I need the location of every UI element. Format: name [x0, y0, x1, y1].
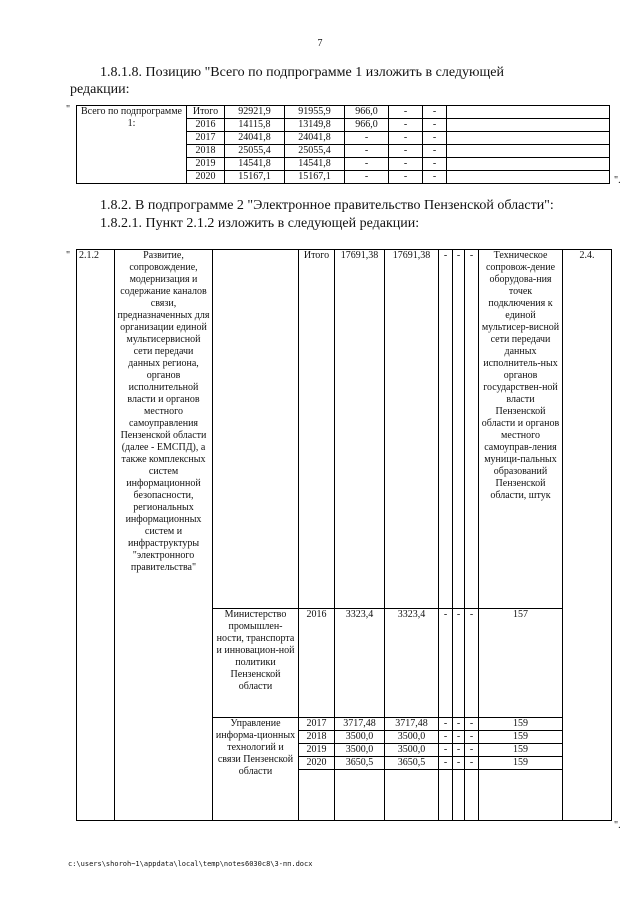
- footer-file-path: c:\users\shoroh~1\appdata\local\temp\notes6030c8\3-пп.docx: [68, 860, 313, 868]
- table-cell: 91955,9: [285, 106, 345, 119]
- table-cell: 14115,8: [225, 119, 285, 132]
- table-cell: 3500,0: [335, 731, 385, 744]
- subprogram-1-total-table: [76, 105, 610, 184]
- table-cell: -: [465, 609, 479, 718]
- table-cell: 2018: [187, 145, 225, 158]
- table-cell: 2020: [299, 757, 335, 770]
- table-cell: -: [345, 145, 389, 158]
- table-cell: 3650,5: [335, 757, 385, 770]
- table-cell: [447, 106, 610, 119]
- table-cell: Итого: [187, 106, 225, 119]
- table-cell: 2019: [187, 158, 225, 171]
- paragraph-1-8-1-8: [70, 64, 597, 98]
- table-cell: -: [439, 731, 453, 744]
- table-cell: [447, 145, 610, 158]
- table-cell: 25055,4: [225, 145, 285, 158]
- table-cell: -: [453, 744, 465, 757]
- table-row: [77, 106, 610, 119]
- table-cell: 25055,4: [285, 145, 345, 158]
- table-cell: 14541,8: [225, 158, 285, 171]
- table-cell: -: [345, 158, 389, 171]
- item-2-1-2-table: [76, 249, 612, 821]
- table-cell: -: [453, 609, 465, 718]
- table-cell: Управление информа-ционных технологий и связи Пензенской области: [213, 718, 299, 821]
- table-cell: [385, 770, 439, 821]
- table-cell: 24041,8: [225, 132, 285, 145]
- table-cell: 2017: [187, 132, 225, 145]
- table-cell: -: [439, 757, 453, 770]
- table-cell: 14541,8: [285, 158, 345, 171]
- quote-close-2: ".: [614, 820, 621, 831]
- table-cell: 17691,38: [335, 250, 385, 609]
- table-cell: 3650,5: [385, 757, 439, 770]
- table-cell: -: [389, 145, 423, 158]
- table-cell: -: [389, 171, 423, 184]
- paragraph-line: редакции:: [70, 82, 130, 97]
- table-cell: 966,0: [345, 106, 389, 119]
- paragraph-line: 1.8.1.8. Позицию "Всего по подпрограмме 1 изложить в следующей: [100, 65, 504, 80]
- quote-close: ".: [614, 175, 621, 186]
- quote-open: ": [66, 104, 71, 115]
- table-cell: -: [423, 132, 447, 145]
- table-cell: 3500,0: [385, 731, 439, 744]
- table-cell: 3323,4: [385, 609, 439, 718]
- table-cell: [335, 770, 385, 821]
- paragraph-1-8-2: 1.8.2. В подпрограмме 2 "Электронное правительство Пензенской области":: [100, 198, 554, 213]
- table-cell: -: [423, 145, 447, 158]
- table-cell: -: [389, 106, 423, 119]
- table-cell: -: [423, 106, 447, 119]
- table-cell: Министерство промышлен-ности, транспорта и инновацион-ной политики Пензенской области: [213, 609, 299, 718]
- table-cell: -: [345, 171, 389, 184]
- table-cell: -: [453, 731, 465, 744]
- table-cell: -: [465, 744, 479, 757]
- table-cell: 15167,1: [225, 171, 285, 184]
- table-cell: [213, 250, 299, 609]
- table-cell: [447, 132, 610, 145]
- table-cell: [453, 770, 465, 821]
- table-cell: Техническое сопровож-дение оборудова-ния точек подключения к единой мультисер-висной сети передачи данных исполнитель-ных органов государствен-ной власти Пензенской области и органов местного самоуправ-ления муници-пальных образований Пензенской области, штук: [479, 250, 563, 609]
- table-cell: -: [453, 718, 465, 731]
- quote-open-2: ": [66, 250, 71, 261]
- table-cell: 15167,1: [285, 171, 345, 184]
- table-cell: 2017: [299, 718, 335, 731]
- table-cell: -: [465, 718, 479, 731]
- paragraph-1-8-2-1: 1.8.2.1. Пункт 2.1.2 изложить в следующей редакции:: [100, 216, 420, 231]
- table-cell: -: [465, 731, 479, 744]
- table-cell: -: [423, 158, 447, 171]
- table-cell: 24041,8: [285, 132, 345, 145]
- table-cell: -: [389, 158, 423, 171]
- table-cell: -: [389, 119, 423, 132]
- table-cell: 13149,8: [285, 119, 345, 132]
- table-cell: Итого: [299, 250, 335, 609]
- table-cell: 3717,48: [385, 718, 439, 731]
- table-cell: Развитие, сопровождение, модернизация и содержание каналов связи, предназначенных для организации единой мультисервисной сети передачи данных региона, органов исполнительной власти и органов местного самоуправления Пензенской области (далее - ЕМСПД), а также комплексных систем информационной безопасности, региональных информационных систем и инфраструктуры "электронного правительства": [115, 250, 213, 821]
- table-cell: 3323,4: [335, 609, 385, 718]
- table-cell: 2018: [299, 731, 335, 744]
- table-cell: -: [453, 757, 465, 770]
- table-cell: [447, 119, 610, 132]
- table-cell: [465, 770, 479, 821]
- table-cell: 17691,38: [385, 250, 439, 609]
- table-cell: [447, 171, 610, 184]
- table-cell: 2016: [299, 609, 335, 718]
- table-cell: 2019: [299, 744, 335, 757]
- table-cell: -: [389, 132, 423, 145]
- table-cell: 92921,9: [225, 106, 285, 119]
- table-cell: 2.4.: [563, 250, 612, 821]
- table-cell: Всего по подпрограмме 1:: [77, 106, 187, 184]
- table-cell: -: [439, 718, 453, 731]
- table-cell: 3500,0: [385, 744, 439, 757]
- table-cell: -: [439, 609, 453, 718]
- table-cell: 157: [479, 609, 563, 718]
- table-cell: 2.1.2: [77, 250, 115, 821]
- table-cell: -: [465, 757, 479, 770]
- table-cell: 159: [479, 731, 563, 744]
- table-cell: 966,0: [345, 119, 389, 132]
- table-cell: 159: [479, 718, 563, 731]
- table-cell: 2016: [187, 119, 225, 132]
- table-cell: [299, 770, 335, 821]
- table-cell: -: [439, 744, 453, 757]
- table-cell: [447, 158, 610, 171]
- page-number: 7: [317, 38, 323, 49]
- table-row: [77, 250, 612, 609]
- table-cell: 2020: [187, 171, 225, 184]
- table-cell: -: [439, 250, 453, 609]
- table-cell: -: [465, 250, 479, 609]
- table-cell: 3717,48: [335, 718, 385, 731]
- table-cell: 159: [479, 757, 563, 770]
- table-cell: 159: [479, 744, 563, 757]
- table-cell: -: [345, 132, 389, 145]
- table-cell: [439, 770, 453, 821]
- table-cell: -: [423, 171, 447, 184]
- table-cell: -: [423, 119, 447, 132]
- table-cell: -: [453, 250, 465, 609]
- table-cell: 3500,0: [335, 744, 385, 757]
- table-cell: [479, 770, 563, 821]
